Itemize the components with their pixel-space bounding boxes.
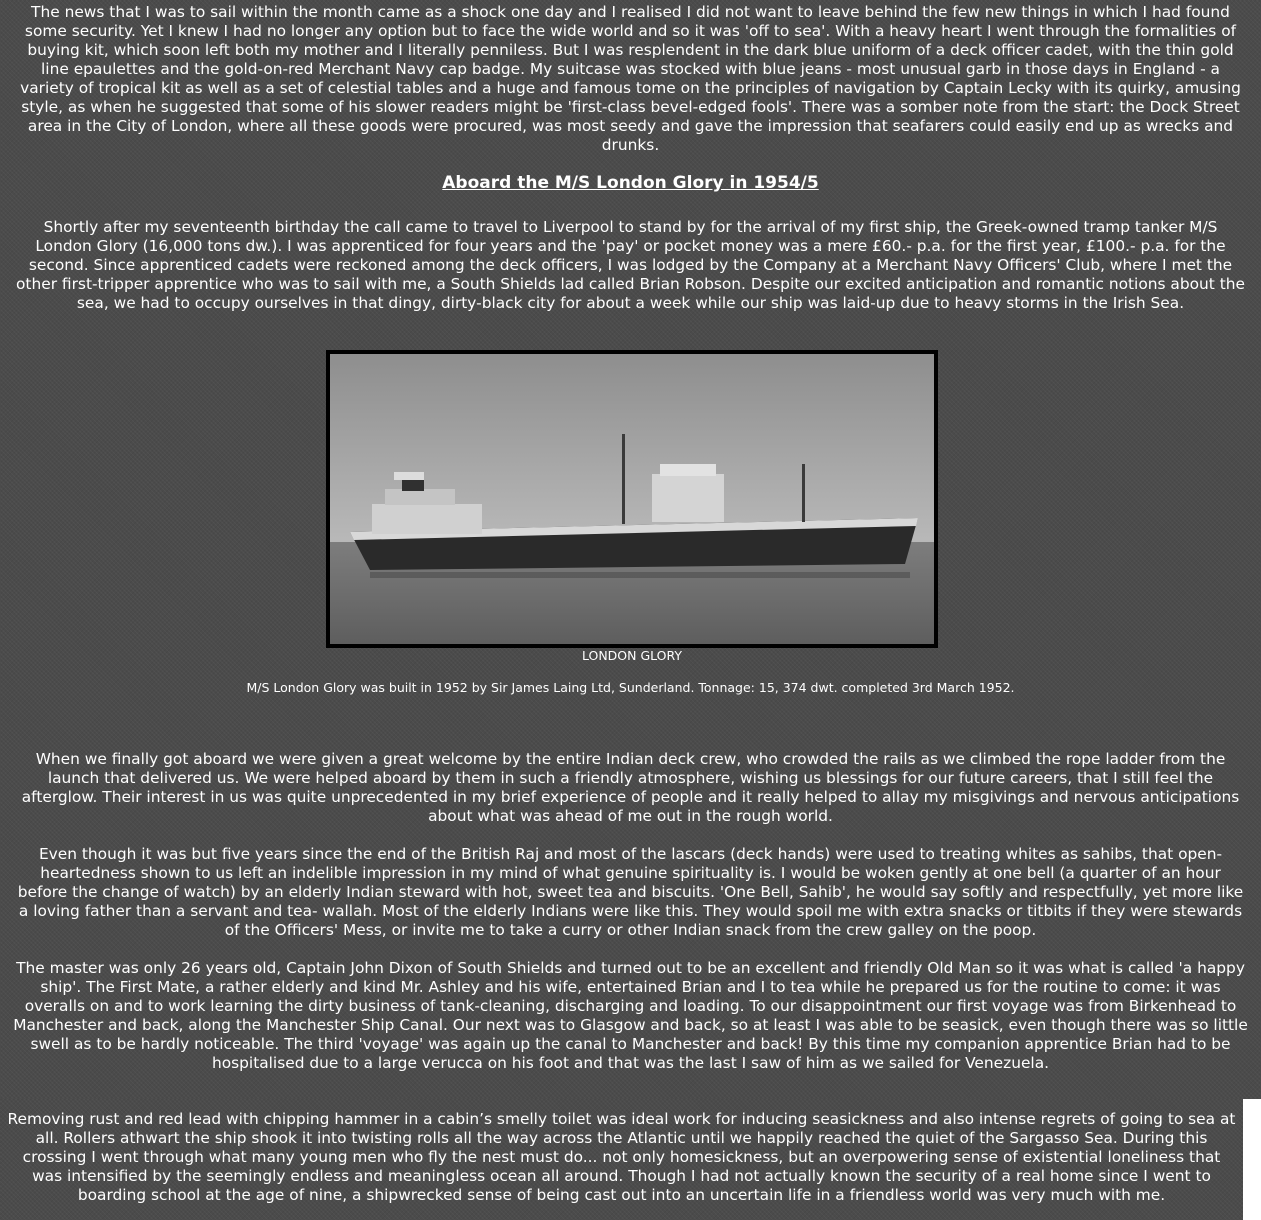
- paragraph-welcome: When we finally got aboard we were given a great welcome by the entire Indian deck crew, who crowded the rails as we climbed the rope ladder from the launch that delivered us. We were helped aboard by them in such a friendly atmosphere, wishing us blessings for our future careers, that I still feel the afterglow. Their interest in us was quite unprecedented in my brief experience of people and it really helped to allay my misgivings and nervous anticipations about what was ahead of me out in the rough world.: [21, 750, 1240, 825]
- section-heading: Aboard the M/S London Glory in 1954/5: [442, 173, 819, 193]
- photo-caption: M/S London Glory was built in 1952 by Sir James Laing Ltd, Sunderland. Tonnage: 15, 374 dwt. completed 3rd March 1952.: [246, 680, 1015, 695]
- ship-photo-illustration: [330, 354, 934, 644]
- article-continuation: [0, 1099, 1243, 1220]
- photo-label: LONDON GLORY: [581, 648, 683, 663]
- paragraph-intro: The news that I was to sail within the month came as a shock one day and I realised I did not want to leave behind the few new things in which I had found some security. Yet I knew I had no longer any option but to face the wide world and so it was 'off to sea'. With a heavy heart I went through the formalities of buying kit, which soon left both my mother and I literally penniless. But I was resplendent in the dark blue uniform of a deck officer cadet, with the thin gold line epaulettes and the gold-on-red Merchant Navy cap badge. My suitcase was stocked with blue jeans - most unusual garb in those days in England - a variety of tropical kit as well as a set of celestial tables and a huge and famous tome on the principles of navigation by Captain Lecky with its quirky, amusing style, as when he suggested that some of his slower readers might be 'first-class bevel-edged fools'. There was a somber note from the start: the Dock Street area in the City of London, where all these goods were procured, was most seedy and gave the impression that seafarers could easily end up as wrecks and drunks.: [20, 3, 1241, 154]
- ship-photo: [326, 350, 938, 648]
- paragraph-master: The master was only 26 years old, Captain John Dixon of South Shields and turned out to be an excellent and friendly Old Man so it was what is called 'a happy ship'. The First Mate, a rather elderly and kind Mr. Ashley and his wife, entertained Brian and I to tea while he prepared us for the routine to come: it was overalls on and to work learning the dirty business of tank-cleaning, discharging and loading. To our disappointment our first voyage was from Birkenhead to Manchester and back, along the Manchester Ship Canal. Our next was to Glasgow and back, so at least I was able to be seasick, even though there was so little swell as to be hardly noticeable. The third 'voyage' was again up the canal to Manchester and back! By this time my companion apprentice Brian had to be hospitalised due to a large verucca on his foot and that was the last I saw of him as we sailed for Venezuela.: [13, 959, 1248, 1072]
- paragraph-arrival: Shortly after my seventeenth birthday the call came to travel to Liverpool to stand by for the arrival of my first ship, the Greek-owned tramp tanker M/S London Glory (16,000 tons dw.). I was apprenticed for four years and the 'pay' or pocket money was a mere £60.- p.a. for the first year, £100.- p.a. for the second. Since apprenticed cadets were reckoned among the deck officers, I was lodged by the Company at a Merchant Navy Officers' Club, where I met the other first-tripper apprentice who was to sail with me, a South Shields lad called Brian Robson. Despite our excited anticipation and romantic notions about the sea, we had to occupy ourselves in that dingy, dirty-black city for about a week while our ship was laid-up due to heavy storms in the Irish Sea.: [16, 218, 1245, 312]
- paragraph-raj: Even though it was but five years since the end of the British Raj and most of the lascars (deck hands) were used to treating whites as sahibs, that open-heartedness shown to us left an indelible impression in my mind of what genuine spirituality is. I would be woken gently at one bell (a quarter of an hour before the change of watch) by an elderly Indian steward with hot, sweet tea and biscuits. 'One Bell, Sahib', he would say softly and respectfully, yet more like a loving father than a servant and tea- wallah. Most of the elderly Indians were like this. They would spoil me with extra snacks or titbits if they were stewards of the Officers' Mess, or invite me to take a curry or other Indian snack from the crew galley on the poop.: [17, 845, 1244, 939]
- paragraph-rust: Removing rust and red lead with chipping hammer in a cabin’s smelly toilet was ideal work for inducing seasickness and also intense regrets of going to sea at all. Rollers athwart the ship shook it into twisting rolls all the way across the Atlantic until we happily reached the quiet of the Sargasso Sea. During this crossing I went through what many young men who fly the nest must do... not only homesickness, but an overpowering sense of existential loneliness that was intensified by the seemingly endless and meaningless ocean all around. Though I had not actually known the security of a real home since I went to boarding school at the age of nine, a shipwrecked sense of being cast out into an uncertain life in a friendless world was very much with me.: [7, 1110, 1236, 1204]
